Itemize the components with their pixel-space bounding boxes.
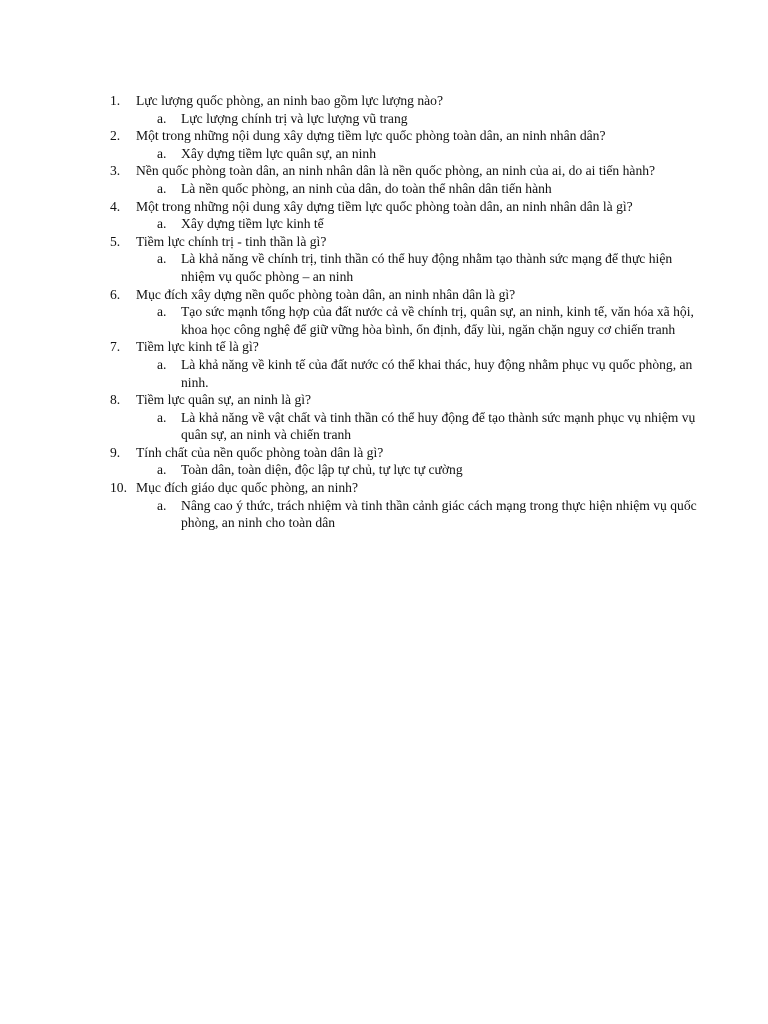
answer-marker: a. <box>157 356 167 372</box>
answer-marker: a. <box>157 110 167 126</box>
question-item <box>110 338 700 391</box>
question-item <box>110 92 700 127</box>
question-item <box>110 286 700 339</box>
question-text: Một trong những nội dung xây dựng tiềm lực quốc phòng toàn dân, an ninh nhân dân? <box>136 128 606 144</box>
answer-marker: a. <box>157 251 167 267</box>
answer-marker: a. <box>157 409 167 425</box>
answer-text: Nâng cao ý thức, trách nhiệm và tinh thần cảnh giác cách mạng trong thực hiện nhiệm vụ quốc phòng, an ninh cho toàn dân <box>181 497 697 531</box>
answer-marker: a. <box>157 497 167 513</box>
question-item <box>110 198 700 233</box>
answer-marker: a. <box>157 304 167 320</box>
question-number: 2. <box>110 128 121 144</box>
question-text: Mục đích xây dựng nền quốc phòng toàn dân, an ninh nhân dân là gì? <box>136 286 516 302</box>
question-number: 9. <box>110 444 121 460</box>
question-number: 3. <box>110 163 121 179</box>
question-item <box>110 444 700 479</box>
question-item <box>110 391 700 444</box>
question-text: Tiềm lực chính trị - tinh thần là gì? <box>136 233 327 249</box>
question-text: Nền quốc phòng toàn dân, an ninh nhân dân là nền quốc phòng, an ninh của ai, do ai tiến hành? <box>136 163 656 179</box>
answer-text: Toàn dân, toàn diện, độc lập tự chủ, tự lực tự cường <box>181 462 463 478</box>
question-number: 8. <box>110 392 121 408</box>
answer-marker: a. <box>157 462 167 478</box>
question-text: Tiềm lực quân sự, an ninh là gì? <box>136 392 312 408</box>
question-number: 10. <box>110 480 127 496</box>
question-number: 7. <box>110 339 121 355</box>
question-item <box>110 479 700 532</box>
question-number: 6. <box>110 286 121 302</box>
answer-text: Là khả năng về chính trị, tinh thần có thể huy động nhằm tạo thành sức mạng để thực hiện nhiệm vụ quốc phòng – an ninh <box>181 251 673 284</box>
question-number: 4. <box>110 198 121 214</box>
question-text: Mục đích giáo dục quốc phòng, an ninh? <box>136 480 358 496</box>
answer-marker: a. <box>157 216 167 232</box>
question-number: 1. <box>110 93 121 108</box>
answer-marker: a. <box>157 145 167 161</box>
question-item <box>110 233 700 286</box>
answer-text: Là khả năng về vật chất và tinh thần có thể huy động để tạo thành sức mạnh phục vụ nhiệm vụ quân sự, an ninh và chiến tranh <box>181 409 696 443</box>
question-text: Tính chất của nền quốc phòng toàn dân là gì? <box>136 444 384 460</box>
question-text: Một trong những nội dung xây dựng tiềm lực quốc phòng toàn dân, an ninh nhân dân là gì? <box>136 198 633 214</box>
question-item <box>110 127 700 162</box>
question-text: Lực lượng quốc phòng, an ninh bao gồm lực lượng nào? <box>136 93 443 108</box>
answer-marker: a. <box>157 180 167 196</box>
question-list <box>110 92 700 532</box>
answer-text: Xây dựng tiềm lực quân sự, an ninh <box>181 145 377 161</box>
answer-text: Xây dựng tiềm lực kinh tế <box>181 216 324 232</box>
question-text: Tiềm lực kinh tế là gì? <box>136 339 259 355</box>
answer-text: Là khả năng về kinh tế của đất nước có thể khai thác, huy động nhằm phục vụ quốc phòng, an ninh. <box>181 356 693 390</box>
answer-text: Là nền quốc phòng, an ninh của dân, do toàn thể nhân dân tiến hành <box>181 180 552 196</box>
question-item <box>110 162 700 197</box>
answer-text: Tạo sức mạnh tổng hợp của đất nước cả về chính trị, quân sự, an ninh, kinh tế, văn hóa xã hội, khoa học công nghệ để giữ vững hòa bình, ổn định, đẩy lùi, ngăn chặn nguy cơ chiến tranh <box>181 304 694 337</box>
answer-text: Lực lượng chính trị và lực lượng vũ trang <box>181 110 408 126</box>
question-number: 5. <box>110 233 121 249</box>
